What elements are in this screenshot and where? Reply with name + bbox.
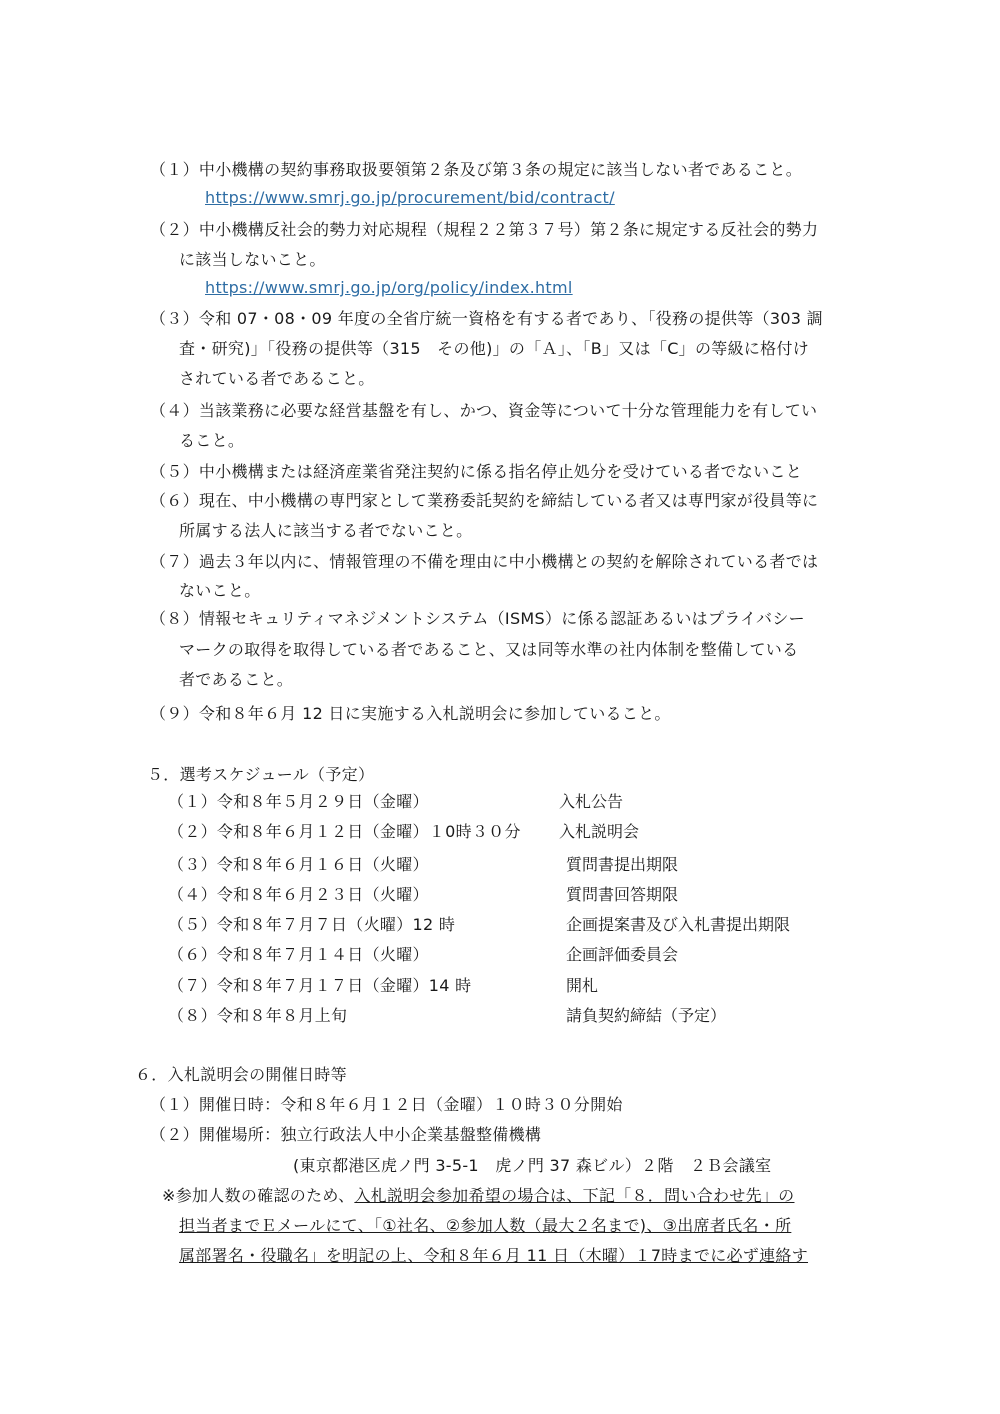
eligibility-item-7: （７）過去３年以内に、情報管理の不備を理由に中小機構との契約を解除されている者では [150, 552, 819, 571]
eligibility-item-9: （９）令和８年６月 12 日に実施する入札説明会に参加していること。 [150, 704, 671, 723]
schedule-date-5: （５）令和８年７月７日（火曜）12 時 [168, 915, 456, 934]
eligibility-item-2: （２）中小機構反社会的勢力対応規程（規程２２第３７号）第２条に規定する反社会的勢力 [150, 220, 819, 239]
schedule-date-4: （４）令和８年６月２３日（火曜） [168, 885, 429, 904]
eligibility-item-4-cont: ること。 [179, 431, 245, 450]
briefing-address: (東京都港区虎ノ門 3-5-1 虎ノ門 37 森ビル）２階 ２Ｂ会議室 [293, 1156, 772, 1175]
schedule-date-8: （８）令和８年８月上旬 [168, 1006, 348, 1025]
schedule-date-1: （１）令和８年５月２９日（金曜） [168, 792, 429, 811]
briefing-note-line-1: 入札説明会参加希望の場合は、下記「８．問い合わせ先」の [354, 1186, 795, 1205]
schedule-event-5: 企画提案書及び入札書提出期限 [566, 915, 791, 934]
briefing-note-line-2: 担当者までＥメールにて、「①社名、②参加人数（最大２名まで)、③出席者氏名・所 [179, 1216, 792, 1235]
schedule-date-7: （７）令和８年７月１７日（金曜）14 時 [168, 976, 472, 995]
schedule-heading: ５．選考スケジュール（予定） [147, 765, 375, 784]
briefing-note-prefix: ※参加人数の確認のため、 [162, 1186, 355, 1205]
schedule-event-7: 開札 [566, 976, 599, 995]
eligibility-item-5: （５）中小機構または経済産業省発注契約に係る指名停止処分を受けている者でないこと [150, 462, 803, 481]
eligibility-item-3-cont2: されている者であること。 [179, 369, 375, 388]
schedule-date-2: （２）令和８年６月１２日（金曜）１0時３０分 [168, 822, 521, 841]
eligibility-item-3: （３）令和 07・08・09 年度の全省庁統一資格を有する者であり、「役務の提供等（303 調 [150, 309, 823, 328]
contract-rules-link[interactable]: https://www.smrj.go.jp/procurement/bid/contract/ [205, 188, 615, 207]
briefing-note [162, 1185, 794, 1207]
schedule-date-6: （６）令和８年７月１４日（火曜） [168, 945, 429, 964]
eligibility-item-6-cont: 所属する法人に該当する者でないこと。 [179, 521, 473, 540]
briefing-heading: ６．入札説明会の開催日時等 [135, 1065, 347, 1084]
eligibility-item-2-cont: に該当しないこと。 [179, 250, 326, 269]
schedule-event-4: 質問書回答期限 [566, 885, 679, 904]
eligibility-item-8: （８）情報セキュリティマネジメントシステム（ISMS）に係る認証あるいはプライバシー [150, 609, 805, 628]
eligibility-item-6: （６）現在、中小機構の専門家として業務委託契約を締結している者又は専門家が役員等に [150, 491, 819, 510]
eligibility-item-4: （４）当該業務に必要な経営基盤を有し、かつ、資金等について十分な管理能力を有してい [150, 401, 818, 420]
schedule-event-2: 入札説明会 [559, 822, 640, 841]
eligibility-item-1: （１）中小機構の契約事務取扱要領第２条及び第３条の規定に該当しない者であること。 [150, 160, 803, 179]
schedule-event-8: 請負契約締結（予定） [566, 1006, 727, 1025]
schedule-event-1: 入札公告 [559, 792, 624, 811]
eligibility-item-3-cont: 査・研究)」「役務の提供等（315 その他)」の「Ａ」、「B」又は「C」の等級に格付け [179, 339, 810, 358]
eligibility-item-8-cont2: 者であること。 [179, 670, 294, 689]
briefing-datetime: （１）開催日時：令和８年６月１２日（金曜）１０時３０分開始 [150, 1095, 623, 1114]
schedule-event-6: 企画評価委員会 [566, 945, 679, 964]
schedule-date-3: （３）令和８年６月１６日（火曜） [168, 855, 429, 874]
briefing-note-line-3: 属部署名・役職名」を明記の上、令和８年６月 11 日（木曜）１7時までに必ず連絡す [179, 1246, 809, 1265]
schedule-event-3: 質問書提出期限 [566, 855, 679, 874]
briefing-venue: （２）開催場所：独立行政法人中小企業基盤整備機構 [150, 1125, 542, 1144]
eligibility-item-8-cont: マークの取得を取得している者であること、又は同等水準の社内体制を整備している [179, 640, 799, 659]
eligibility-item-7-cont: ないこと。 [179, 581, 261, 600]
policy-link[interactable]: https://www.smrj.go.jp/org/policy/index.html [205, 278, 573, 297]
